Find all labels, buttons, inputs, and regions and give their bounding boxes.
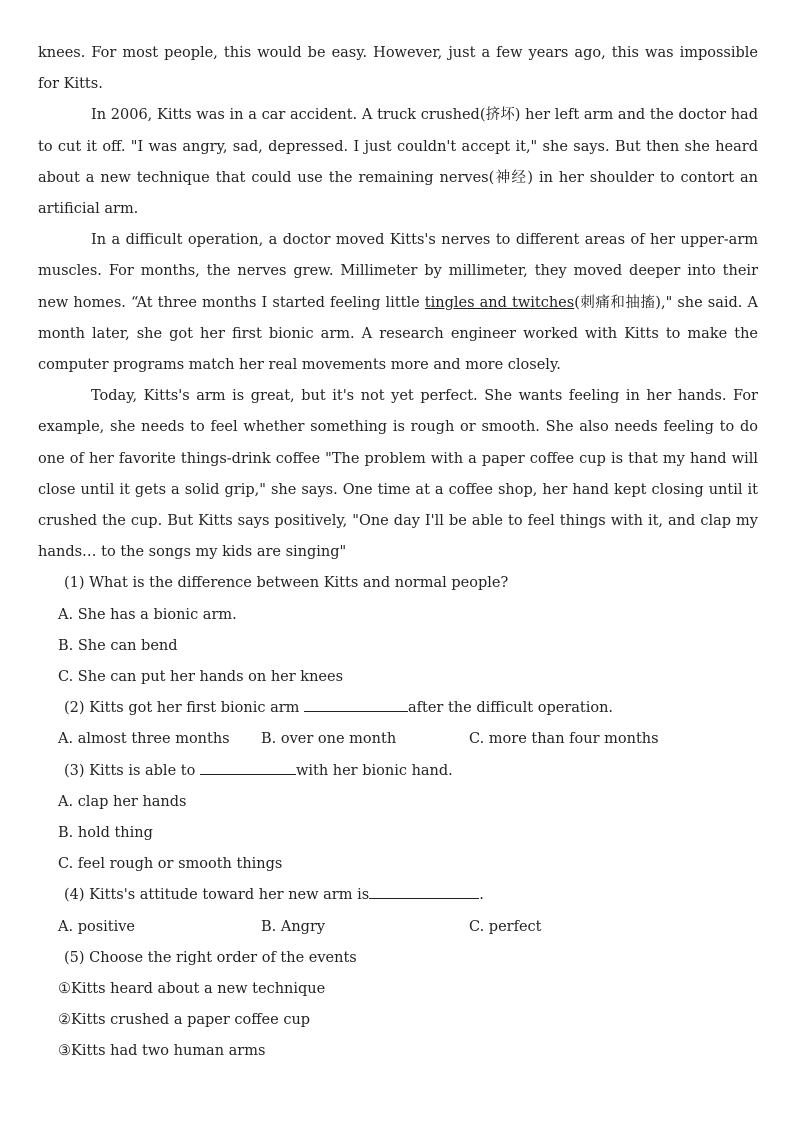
question-3-option-b: B. hold thing [58, 824, 153, 841]
underlined-phrase: tingles and twitches [424, 294, 575, 311]
question-3-stem-text-b: with her bionic hand. [295, 762, 453, 779]
passage-paragraph-2-text-a: In a difficult operation, a doctor moved Kitts's nerves to different areas of her upper-arm muscles. For months, the nerves grew. Millimeter by millimeter, they moved deeper into their new homes. “At three months I started feeling little [38, 232, 758, 311]
question-2-options [38, 724, 758, 755]
passage-paragraph-1: In 2006, Kitts was in a car accident. A truck crushed(挤坏) her left arm and the doctor had to cut it off. "I was angry, sad, depressed. I just couldn't accept it," she says. But then she heard about a new technique that could use the remaining nerves(神经) in her shoulder to contort an artificial arm. [38, 107, 758, 218]
passage-paragraph-3: Today, Kitts's arm is great, but it's not yet perfect. She wants feeling in her hands. For example, she needs to feel whether something is rough or smooth. She also needs feeling to do one of her favorite things-drink coffee "The problem with a paper coffee cup is that my hand will close until it gets a solid grip," she says. One time at a coffee shop, her hand kept closing until it crushed the cup. But Kitts says positively, "One day I'll be able to feel things with it, and clap my hands… to the songs my kids are singing" [38, 388, 758, 561]
question-5 [38, 943, 758, 1068]
question-2-stem [38, 693, 758, 724]
question-2 [38, 693, 758, 755]
question-4-options [38, 912, 758, 943]
question-1-option-c: C. She can put her hands on her knees [58, 669, 344, 686]
question-3-option-a: A. clap her hands [58, 793, 187, 810]
question-3 [38, 756, 758, 881]
question-5-event-2: ②Kitts crushed a paper coffee cup [58, 1012, 311, 1029]
question-2-option-b: B. over one month [261, 731, 397, 748]
question-4-option-b: B. Angry [261, 918, 326, 935]
question-2-option-c: C. more than four months [469, 731, 659, 748]
passage-paragraph-2 [38, 225, 758, 381]
passage-paragraph-0: knees. For most people, this would be easy. However, just a few years ago, this was impossible for Kitts. [38, 45, 758, 93]
question-1-stem: (1) What is the difference between Kitts and normal people? [64, 575, 509, 592]
passage-paragraph-2-text-b: (刺痛和抽搐)," she said. A month later, she got her first bionic arm. A research engineer worked with Kitts to make the computer programs match her real movements more and more closely. [38, 294, 758, 374]
question-2-stem-text-b: after the difficult operation. [408, 700, 614, 717]
question-4-option-a: A. positive [58, 918, 136, 935]
question-5-stem: (5) Choose the right order of the events [64, 949, 357, 966]
question-4-stem-text-b: . [479, 887, 484, 904]
question-3-stem [38, 756, 758, 787]
question-3-answer-blank[interactable] [200, 760, 296, 775]
question-1 [38, 568, 758, 693]
question-2-stem-text-a: (2) Kitts got her first bionic arm [64, 700, 305, 717]
question-4-stem [38, 880, 758, 911]
question-4-stem-text-a: (4) Kitts's attitude toward her new arm is [64, 887, 370, 904]
worksheet-page [38, 38, 758, 1067]
question-4-answer-blank[interactable] [369, 884, 479, 899]
question-4-option-c: C. perfect [469, 918, 542, 935]
question-2-answer-blank[interactable] [304, 697, 408, 712]
question-4 [38, 880, 758, 942]
question-5-event-3: ③Kitts had two human arms [58, 1043, 266, 1060]
question-2-option-a: A. almost three months [58, 731, 230, 748]
question-3-stem-text-a: (3) Kitts is able to [64, 762, 200, 779]
question-3-option-c: C. feel rough or smooth things [58, 856, 283, 873]
question-5-event-1: ①Kitts heard about a new technique [58, 980, 326, 997]
question-1-option-a: A. She has a bionic arm. [58, 606, 237, 623]
question-1-option-b: B. She can bend [58, 637, 178, 654]
